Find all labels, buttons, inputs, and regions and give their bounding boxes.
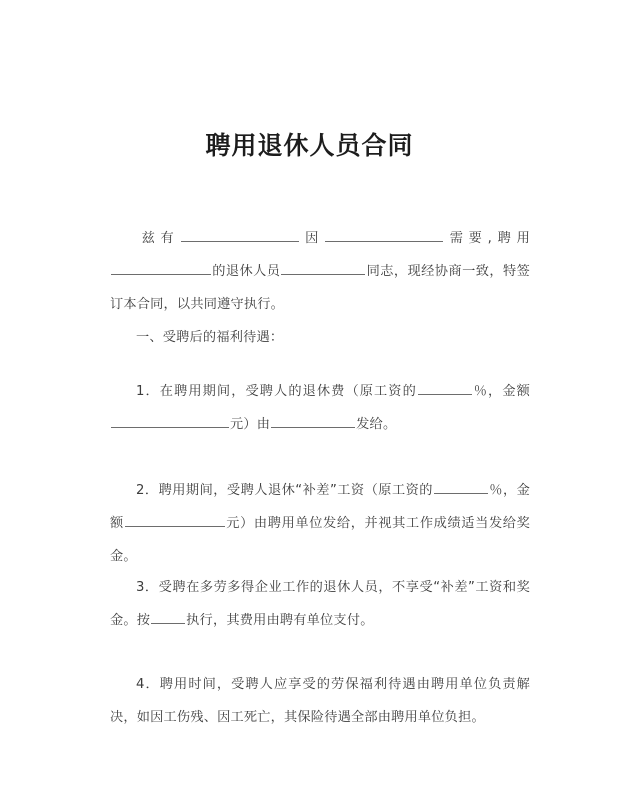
section-heading-benefits [110, 321, 530, 354]
blank-field-employer[interactable] [181, 227, 299, 242]
list-item-1 [110, 375, 530, 441]
item-2-text-3: 元）由聘用单位发给，并视其工作成绩适当发给奖金。 [110, 516, 530, 565]
preamble-text-5: 同志，现经协商一致，特签订本合同，以共同遵守执行。 [110, 264, 530, 313]
item-3-number: 3． [136, 580, 159, 596]
blank-field-regulation[interactable] [151, 609, 185, 624]
item-2-text-1: 聘用期间，受聘人退休“补差”工资（原工资的 [158, 483, 433, 499]
blank-field-employee-name[interactable] [281, 260, 365, 275]
item-3-text-1: 受聘在多劳多得企业工作的退休人员，不享受“补差”工资和奖金。按 [110, 580, 531, 629]
blank-field-supplement-percent[interactable] [434, 479, 488, 494]
preamble-text-3: 需要,聘用 [444, 231, 530, 247]
paragraph-preamble [110, 222, 530, 321]
item-4-number: 4． [136, 677, 160, 693]
preamble-text-2: 因 [299, 231, 325, 247]
item-4-text-1: 聘用时间，受聘人应享受的劳保福利待遇由聘用单位负责解决，如因工伤残、因工死亡，其保险待遇全部由聘用单位负担。 [110, 677, 531, 726]
blank-field-pension-percent[interactable] [418, 380, 472, 395]
item-3-text-2: 执行，其费用由聘有单位支付。 [186, 613, 374, 629]
preamble-text-4: 的退休人员 [212, 264, 281, 280]
section-heading-text: 一、受聘后的福利待遇： [136, 330, 284, 346]
item-1-text-2: ％，金额 [472, 384, 530, 400]
blank-field-supplement-amount[interactable] [125, 512, 225, 527]
list-item-3 [110, 571, 530, 637]
item-2-number: 2． [136, 483, 159, 499]
list-item-2 [110, 474, 530, 573]
blank-field-pension-amount[interactable] [111, 413, 229, 428]
preamble-text-1: 兹有 [136, 231, 180, 247]
item-1-text-1: 在聘用期间，受聘人的退休费（原工资的 [159, 384, 417, 400]
blank-field-reason[interactable] [325, 227, 443, 242]
item-1-text-3: 元）由 [230, 417, 271, 433]
blank-field-pension-payer[interactable] [271, 413, 355, 428]
item-2-text-2: ％，金额 [110, 483, 531, 532]
item-1-number: 1． [136, 384, 160, 400]
blank-field-origin-unit[interactable] [111, 260, 211, 275]
item-1-text-4: 发给。 [356, 417, 397, 433]
page-title: 聘用退休人员合同 [205, 131, 414, 160]
list-item-4 [110, 668, 530, 734]
